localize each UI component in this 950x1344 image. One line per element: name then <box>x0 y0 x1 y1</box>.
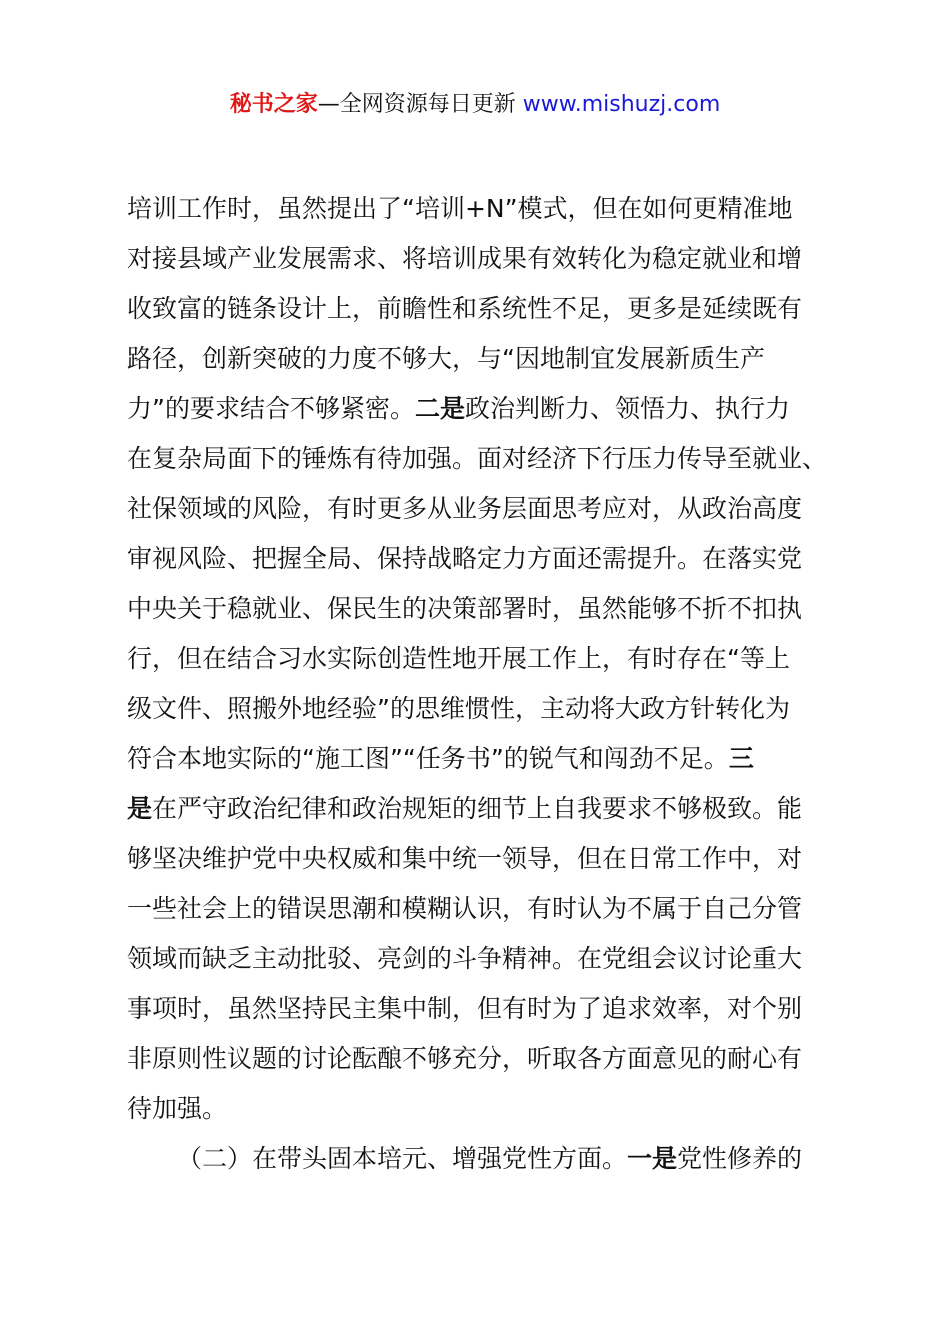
text-line <box>127 634 837 684</box>
text-segment: 符合本地实际的“施工图”“任务书”的锐气和闯劲不足。 <box>127 744 729 773</box>
text-segment: 领域而缺乏主动批驳、亮剑的斗争精神。在党组会议讨论重大 <box>127 944 803 973</box>
text-segment: 党性修养的 <box>677 1144 803 1173</box>
text-line <box>127 1084 837 1134</box>
text-line <box>127 234 837 284</box>
text-line <box>127 534 837 584</box>
text-segment: 社保领域的风险，有时更多从业务层面思考应对，从政治高度 <box>127 494 803 523</box>
text-line <box>127 1134 837 1184</box>
text-line <box>127 484 837 534</box>
site-brand: 秘书之家 <box>229 92 318 117</box>
text-segment: 政治判断力、领悟力、执行力 <box>464 394 790 423</box>
text-line <box>127 584 837 634</box>
text-line <box>127 934 837 984</box>
text-line <box>127 384 837 434</box>
site-url-link[interactable]: www.mishuzj.com <box>522 92 721 117</box>
document-body <box>127 184 837 1184</box>
text-segment: 中央关于稳就业、保民生的决策部署时，虽然能够不折不扣执 <box>127 594 803 623</box>
text-line <box>127 834 837 884</box>
text-segment: 对接县域产业发展需求、将培训成果有效转化为稳定就业和增 <box>127 244 803 273</box>
text-segment: 事项时，虽然坚持民主集中制，但有时为了追求效率，对个别 <box>127 994 803 1023</box>
text-segment: 审视风险、把握全局、保持战略定力方面还需提升。在落实党 <box>127 544 803 573</box>
text-line <box>127 784 837 834</box>
text-line <box>127 434 837 484</box>
text-line <box>127 334 837 384</box>
text-segment: 力”的要求结合不够紧密。 <box>127 394 415 423</box>
text-segment: 在复杂局面下的锤炼有待加强。面对经济下行压力传导至就业、 <box>127 444 828 473</box>
page-header <box>0 88 950 122</box>
text-line <box>127 884 837 934</box>
text-line <box>127 984 837 1034</box>
text-segment: 一些社会上的错误思潮和模糊认识，有时认为不属于自己分管 <box>127 894 803 923</box>
text-segment: 在严守政治纪律和政治规矩的细节上自我要求不够极致。能 <box>152 794 803 823</box>
text-segment: （二）在带头固本培元、增强党性方面。 <box>177 1144 628 1173</box>
text-segment: 非原则性议题的讨论酝酿不够充分，听取各方面意见的耐心有 <box>127 1044 803 1073</box>
text-line <box>127 734 837 784</box>
text-segment: 够坚决维护党中央权威和集中统一领导，但在日常工作中，对 <box>127 844 803 873</box>
site-tagline: —全网资源每日更新 <box>317 92 523 117</box>
text-segment: 待加强。 <box>127 1094 228 1123</box>
text-segment: 级文件、照搬外地经验”的思维惯性，主动将大政方针转化为 <box>127 694 790 723</box>
text-segment: 路径，创新突破的力度不够大，与“因地制宜发展新质生产 <box>127 344 765 373</box>
bold-marker: 是 <box>127 794 153 823</box>
text-segment: 行，但在结合习水实际创造性地开展工作上，有时存在“等上 <box>127 644 790 673</box>
text-line <box>127 184 837 234</box>
bold-marker: 三 <box>728 744 754 773</box>
text-line <box>127 1034 837 1084</box>
bold-marker: 一是 <box>627 1144 678 1173</box>
text-segment: 收致富的链条设计上，前瞻性和系统性不足，更多是延续既有 <box>127 294 803 323</box>
text-line <box>127 684 837 734</box>
text-line <box>127 284 837 334</box>
text-segment: 培训工作时，虽然提出了“培训+N”模式，但在如何更精准地 <box>127 194 793 223</box>
bold-marker: 二是 <box>414 394 465 423</box>
